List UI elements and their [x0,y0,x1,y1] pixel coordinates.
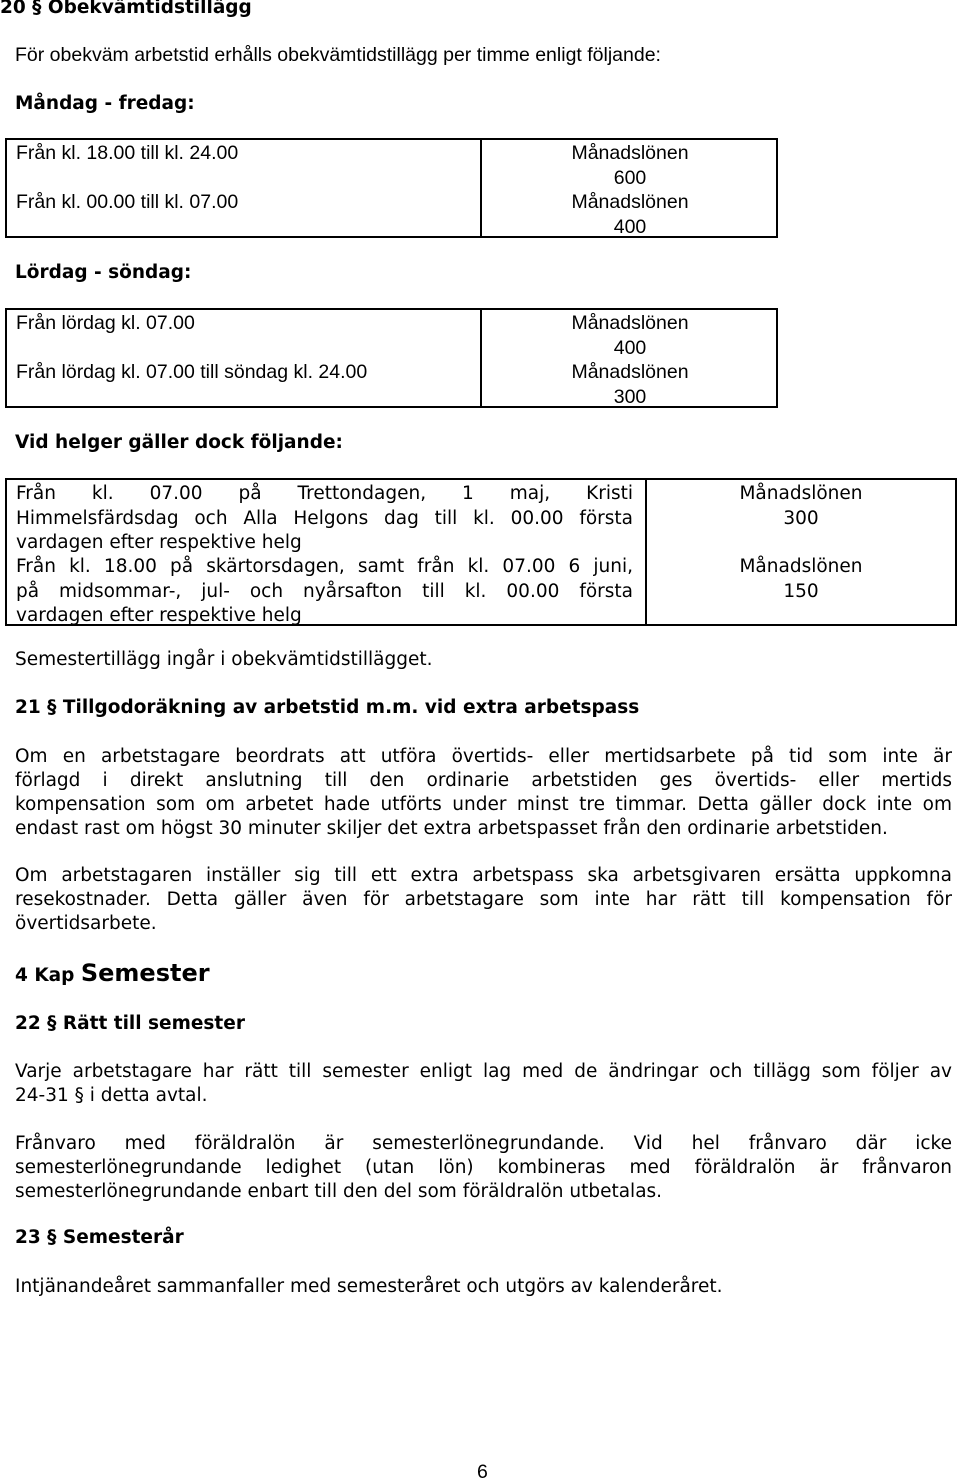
paragraph-line: endast rast om högst 30 minuter skiljer det extra arbetspasset från den ordinarie arbetstiden. [15,818,888,839]
weekday-row-2-time: Från kl. 00.00 till kl. 07.00 [16,191,239,213]
section-21-paragraph-1 [15,745,952,841]
rate-divisor: 400 [613,336,647,359]
rate-label: Månadslönen [571,191,689,213]
paragraph-line: resekostnader. Detta gäller även för arbetstagare som inte har rätt till kompensation för [15,889,952,910]
section-22-paragraph-1 [15,1060,952,1108]
weekday-row-2-rate [482,190,778,239]
section-23-heading: 23 § Semesterår [15,1227,184,1248]
holiday-row-1-line: Från kl. 07.00 på Trettondagen, 1 maj, Kristi [16,483,633,504]
holiday-rate-table [5,478,957,626]
weekend-rate-table [5,308,778,408]
paragraph-line: 24-31 § i detta avtal. [15,1085,208,1106]
holiday-row-1-rate [647,482,955,531]
page-number: 6 [477,1461,488,1483]
paragraph-line: kompensation som om arbetet hade utförts under minst tre timmar. Detta gäller dock inte om [15,794,952,815]
holiday-row-2-text [16,555,633,629]
holiday-row-2-line: vardagen efter respektive helg [16,605,302,626]
weekend-heading: Lördag - söndag: [15,262,192,283]
weekend-row-1-rate [482,311,778,360]
paragraph-line: semesterlönegrundande ledighet (utan lön) kombineras med föräldralön är frånvaron [15,1157,952,1178]
chapter-prefix: 4 Kap [15,965,75,986]
rate-label: Månadslönen [739,556,863,577]
chapter-title: Semester [80,959,210,987]
section-20-heading: 20 § Obekvämtidstillägg [0,0,252,18]
holiday-row-1-text [16,482,633,556]
rate-divisor: 400 [613,215,647,238]
weekend-row-2-time: Från lördag kl. 07.00 till söndag kl. 24.00 [16,361,368,383]
rate-divisor: 300 [783,507,819,529]
semester-note: Semestertillägg ingår i obekvämtidstillägget. [15,649,433,670]
holiday-heading: Vid helger gäller dock följande: [15,432,343,453]
paragraph-line: Frånvaro med föräldralön är semesterlönegrundande. Vid hel frånvaro där icke [15,1133,952,1154]
paragraph-line: förlagd i direkt anslutning till den ordinarie arbetstiden ges övertids- eller mertids [15,770,952,791]
rate-divisor: 150 [783,580,819,602]
weekend-row-2-rate [482,360,778,409]
section-23-text: Intjänandeåret sammanfaller med semesteråret och utgörs av kalenderåret. [15,1276,723,1297]
paragraph-line: semesterlönegrundande enbart till den del som föräldralön utbetalas. [15,1181,663,1202]
paragraph-line: Om arbetstagaren inställer sig till ett extra arbetspass ska arbetsgivaren ersätta uppkomna [15,865,952,886]
weekday-rate-table [5,138,778,238]
section-22-heading: 22 § Rätt till semester [15,1013,245,1034]
holiday-row-1-line: Himmelsfärdsdag och Alla Helgons dag till kl. 00.00 första [16,507,633,529]
chapter-4-heading [15,959,210,987]
section-21-heading: 21 § Tillgodoräkning av arbetstid m.m. vid extra arbetspass [15,697,640,718]
paragraph-line: Varje arbetstagare har rätt till semester enligt lag med de ändringar och tillägg som följer av [15,1061,952,1082]
section-21-paragraph-2 [15,864,952,936]
weekday-row-1-time: Från kl. 18.00 till kl. 24.00 [16,142,239,164]
holiday-row-2-line: Från kl. 18.00 på skärtorsdagen, samt från kl. 07.00 6 juni, [16,556,633,577]
rate-label: Månadslönen [571,142,689,164]
rate-label: Månadslönen [571,361,689,383]
paragraph-line: Om en arbetstagare beordrats att utföra övertids- eller mertidsarbete på tid som inte är [15,746,952,767]
rate-divisor: 300 [613,385,647,408]
weekday-heading: Måndag - fredag: [15,93,195,114]
weekday-row-1-rate [482,141,778,190]
weekend-row-1-time: Från lördag kl. 07.00 [16,312,195,334]
rate-divisor: 600 [613,166,647,189]
paragraph-line: övertidsarbete. [15,913,157,934]
section-20-intro: För obekväm arbetstid erhålls obekvämtidstillägg per timme enligt följande: [15,44,661,66]
rate-label: Månadslönen [571,312,689,334]
holiday-row-2-rate [647,555,955,604]
rate-label: Månadslönen [739,483,863,504]
holiday-row-2-line: på midsommar-, jul- och nyårsafton till kl. 00.00 första [16,580,633,602]
section-22-paragraph-2 [15,1132,952,1204]
holiday-row-1-line: vardagen efter respektive helg [16,532,302,553]
